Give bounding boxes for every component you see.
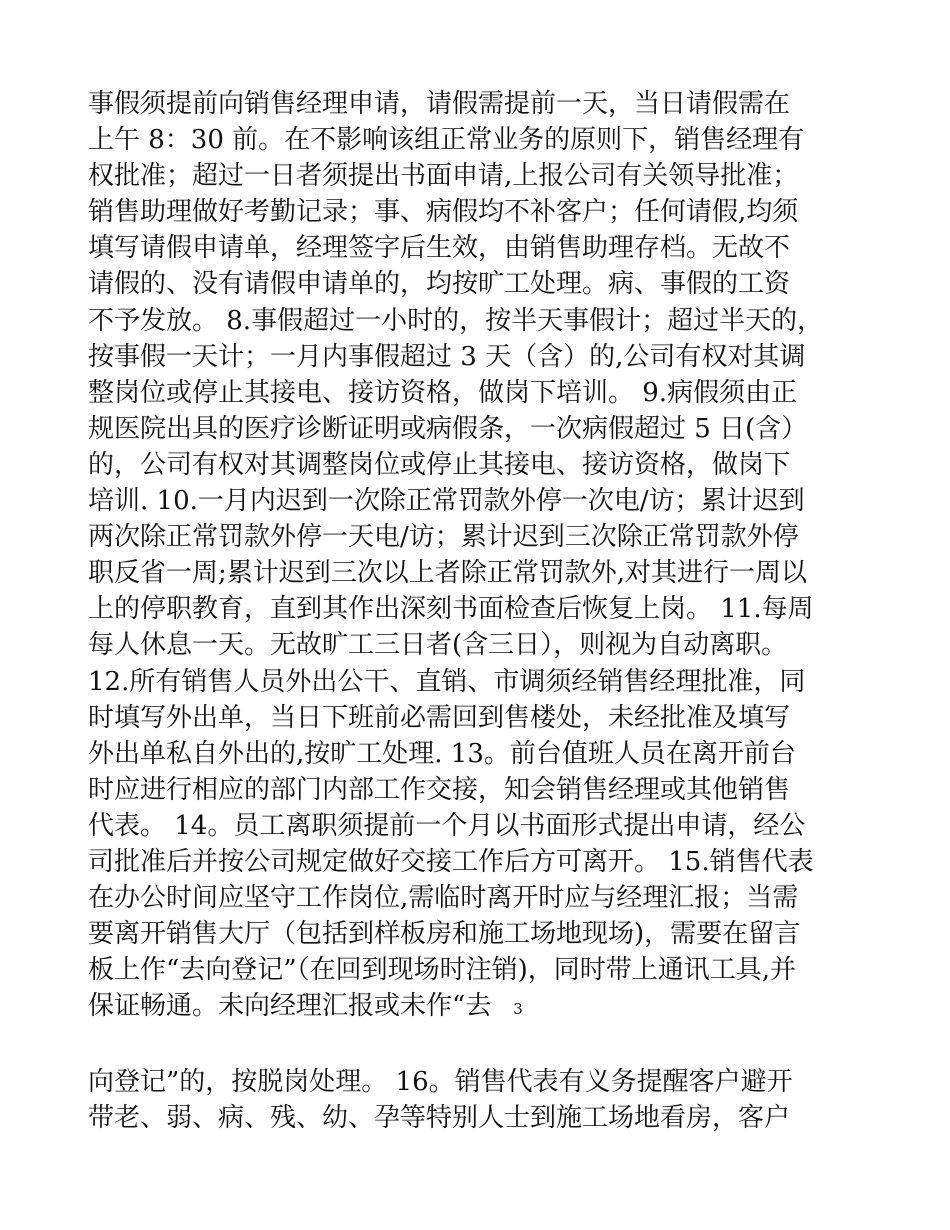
text-line: 的，公司有权对其调整岗位或停止其接电、接访资格，做岗下 <box>88 449 791 480</box>
text-line: 培训. 10.一月内迟到一次除正常罚款外停一次电/访；累计迟到 <box>88 486 805 517</box>
text-line: 请假的、没有请假申请单的，均按旷工处理。病、事假的工资 <box>88 269 791 300</box>
text-line: 在办公时间应坚守工作岗位,需临时离开时应与经理汇报；当需 <box>88 883 799 914</box>
page-4-text <box>88 1064 863 1136</box>
text-line: 板上作“去向登记”（在回到现场时注销)，同时带上通讯工具,并 <box>88 955 796 986</box>
text-line: 12.所有销售人员外出公干、直销、市调须经销售经理批准，同 <box>88 666 806 697</box>
text-line: 上午 8：30 前。在不影响该组正常业务的原则下，销售经理有 <box>88 125 805 156</box>
text-line: 上的停职教育，直到其作出深刻书面检查后恢复上岗。 11.每周 <box>88 594 814 625</box>
last-line-text: 保证畅通。未向经理汇报或未作“去 <box>88 991 492 1022</box>
text-line: 向登记”的，按脱岗处理。 16。销售代表有义务提醒客户避开 <box>88 1067 793 1097</box>
text-line: 每人休息一天。无故旷工三日者(含三日），则视为自动离职。 <box>88 630 788 661</box>
page-3-text <box>88 86 863 1024</box>
text-line: 规医院出具的医疗诊断证明或病假条，一次病假超过 5 日(含） <box>88 413 808 444</box>
text-line: 带老、弱、病、残、幼、孕等特别人士到施工场地看房，客户 <box>88 1103 791 1134</box>
text-line: 填写请假申请单，经理签字后生效，由销售助理存档。无故不 <box>88 233 791 264</box>
text-line: 要离开销售大厅（包括到样板房和施工场地现场)，需要在留言 <box>88 919 801 950</box>
text-line: 两次除正常罚款外停一天电/访；累计迟到三次除正常罚款外停 <box>88 522 799 553</box>
text-line: 时填写外出单，当日下班前必需回到售楼处，未经批准及填写 <box>88 702 791 733</box>
text-line: 司批准后并按公司规定做好交接工作后方可离开。 15.销售代表 <box>88 846 814 877</box>
text-line: 不予发放。 8.事假超过一小时的，按半天事假计；超过半天的， <box>88 305 824 336</box>
text-line: 职反省一周;累计迟到三次以上者除正常罚款外,对其进行一周以 <box>88 558 808 589</box>
text-line: 整岗位或停止其接电、接访资格，做岗下培训。 9.病假须由正 <box>88 377 798 408</box>
last-text-line <box>88 988 863 1024</box>
text-line: 时应进行相应的部门内部工作交接，知会销售经理或其他销售 <box>88 774 791 805</box>
text-line: 按事假一天计；一月内事假超过 3 天（含）的,公司有权对其调 <box>88 341 806 372</box>
text-line: 代表。 14。员工离职须提前一个月以书面形式提出申请，经公 <box>88 810 806 841</box>
text-line: 外出单私自外出的,按旷工处理. 13。前台值班人员在离开前台 <box>88 738 796 769</box>
text-line: 事假须提前向销售经理申请，请假需提前一天，当日请假需在 <box>88 89 791 119</box>
text-line: 销售助理做好考勤记录；事、病假均不补客户；任何请假,均须 <box>88 197 799 228</box>
text-line: 权批准；超过一日者须提出书面申请,上报公司有关领导批准； <box>88 161 799 192</box>
page-number: 3 <box>513 999 523 1018</box>
